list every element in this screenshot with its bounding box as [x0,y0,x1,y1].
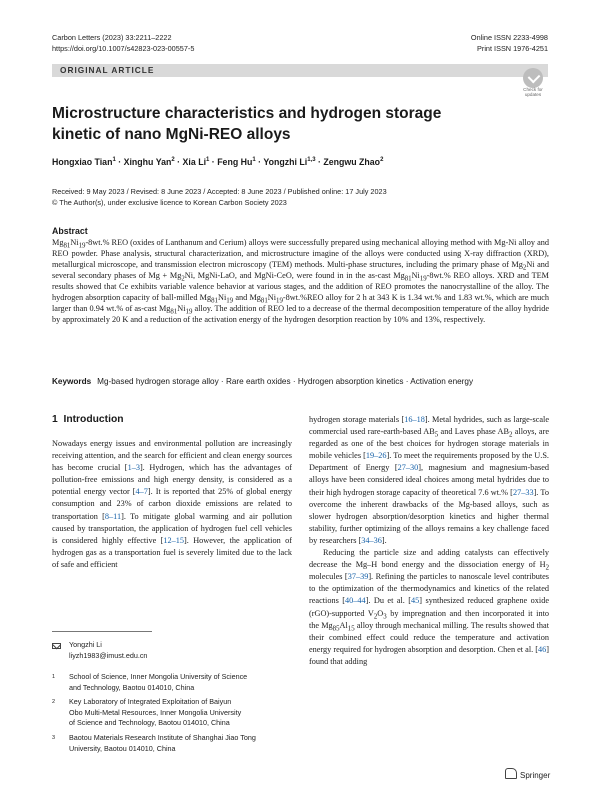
journal-header [52,33,194,54]
article-title: Microstructure characteristics and hydrogen storage kinetic of nano MgNi-REO alloys [52,105,442,143]
affiliation-line: of Science and Technology, Baotou 014010, China [69,718,230,727]
publication-dates [52,187,387,208]
article-type-banner: ORIGINAL ARTICLE [52,64,548,77]
footnote-divider [52,631,152,632]
intro-column-right: hydrogen storage materials [16–18]. Metal hydrides, such as large-scale commercial used rare-earth-based $AB_5$ and Laves phase $AB_2$ alloys, are regarded as one of the best choices for hydrogen storage materials in mobile vehicles [19–26]. To meet the requirements proposed by the U.S. Department of Energy [27–30], magnesium and magnesium-based alloys have been considered ideal choices among metal hydrides due to their high hydrogen storage capacity of theoretical 7.6 wt.% [27–33]. To overcome the inherent drawbacks of the Mg-based alloys, such as slower hydrogen absorption/desorption kinetics and higher thermal stability, further optimizing of the alloys remains a key challenge faced by researchers [34–36]. Reducing the particle size and adding catalysts can effectively decrease the Mg–H bond energy and the dissociation energy of $H_2$ molecules [37–39]. Refining the particles to nanoscale level contributes to the optimization of the thermodynamics and kinetics of the related reactions [40–44]. Du et al. [45] synthesized reduced graphene oxide (rGO)-supported $V_2O_3$ by impregnation and then incorporated it into the $Mg_{85}Al_{15}$ alloy through mechanical milling. The results showed that their combined effect could reduce the temperature and activation energy required for hydrogen absorption and desorption. Chen et al. [46] found that adding [309,415,550,666]
affiliation-line: School of Science, Inner Mongolia University of Science [69,672,248,681]
author-affiliation: 1 [206,157,210,164]
intro-column-left: Nowadays energy issues and environmental pollution are increasingly receiving attention, and the search for efficient and clean energy sources has become crucial [1–3]. Hydrogen, which has the advantages of pollution-free emissions and high energy density, is considered as a potential energy vector [4–7]. It is reported that 25% of global energy consumption and 23% of carbon dioxide emissions are related to transportation [8–11]. To mitigate global warming and air pollution caused by transportation, the application of hydrogen fuel cell vehicles is considered highly effective [12–15]. However, the application of hydrogen gas as a transportation fuel is severely limited due to the lack of safe and efficient [52,439,293,569]
publisher-name: Springer [520,771,551,780]
author-name[interactable]: Xinghu Yan [123,157,172,167]
affiliation-line: Key Laboratory of Integrated Exploitation of Baiyun [69,697,232,706]
author-name[interactable]: Xia Li [182,157,207,167]
section-heading [52,414,124,425]
springer-horse-icon [505,768,517,779]
history-dates: Received: 9 May 2023 / Revised: 8 June 2023 / Accepted: 8 June 2023 / Published online: 17 July 2023 [52,187,387,196]
abstract-heading: Abstract [52,226,88,236]
corresponding-name: Yongzhi Li [69,640,102,649]
author-name[interactable]: Yongzhi Li [263,157,308,167]
check-for-updates-badge[interactable] [518,68,548,98]
check-icon [523,68,543,88]
author-name[interactable]: Zengwu Zhao [323,157,381,167]
affiliation-number: 2 [52,699,56,705]
author-affiliation: 1 [252,157,256,164]
journal-citation: Carbon Letters (2023) 33:2211–2222 [52,33,172,42]
keywords-line [52,377,549,386]
author-name[interactable]: Feng Hu [217,157,253,167]
issn-block [471,33,548,54]
author-list: Hongxiao Tian$^1$ · Xinghu Yan$^2$ · Xia $Li^1$ · Feng $Hu^1$ · Yongzhi Li$^{1,3}$ · Zengwu Zhao$^2$ [52,157,384,167]
affiliation-line: Obo Multi-Metal Resources, Inner Mongolia University [69,707,242,717]
corresponding-email[interactable]: liyzh1983@imust.edu.cn [69,650,148,660]
affiliation-line: Baotou Materials Research Institute of Shanghai Jiao Tong [69,733,256,742]
author-affiliation: 1,3 [307,157,316,164]
envelope-icon [52,643,61,649]
keywords-text: Mg-based hydrogen storage alloy · Rare earth oxides · Hydrogen absorption kinetics · Activation energy [97,377,474,386]
affiliation-line: and Technology, Baotou 014010, China [69,682,195,692]
online-issn: Online ISSN 2233-4998 [470,33,548,42]
affiliation-line: University, Baotou 014010, China [69,743,176,753]
keywords-label: Keywords [52,377,92,386]
copyright-line: © The Author(s), under exclusive licence to Korean Carbon Society 2023 [52,197,287,207]
author-name[interactable]: Hongxiao Tian [52,157,113,167]
author-affiliation: 2 [380,157,384,164]
doi-link[interactable]: https://doi.org/10.1007/s42823-023-00557-5 [52,43,195,53]
publisher-logo [505,768,550,780]
section-number: 1 [52,414,58,425]
abstract-text: $Mg_{81}Ni_{19}-8wt.\%$ REO (oxides of Lanthanum and Cerium) alloys were successfully prepared using mechanical alloying method with Mg-Ni alloy and REO powder. Phase analysis, structural characterization, and microstructure imagine of the alloys were conducted using X-ray diffraction (XRD), metallurgical microscope, and transmission electron microscopy (TEM) methods. Multi-phase structures, including the primary phase of $Mg_2Ni$ and several secondary phases of $Mg + Mg_2Ni$, MgNi-LaO, and MgNi-CeO, were found in in the as-cast $Mg_{81}Ni_{19}-8wt.\%$ REO alloys. XRD and TEM results showed that Ce exhibits variable valence behavior at various stages, and the addition of REO promotes the nanocrystalline of the alloy. The hydrogen absorption capacity of ball-milled $Mg_{81}Ni_{19}$ and $Mg_{81}Ni_{19}-8wt.\%REO$ alloy for 2 h at 343 K is 1.34 wt.% and 1.83 wt.%, which are much larger than 0.94 wt.% of as-cast $Mg_{81}Ni_{19}$ alloy. The addition of REO led to a decrease of the thermal decomposition temperature of the alloy hydride by approximately 20 K and a reduction of the activation energy of the hydrogen desorption reaction by 10% and 13%, respectively. [52,238,549,324]
author-affiliation: 1 [112,157,116,164]
check-updates-line2: updates [524,92,542,97]
affiliation-number: 1 [52,674,56,680]
author-affiliation: 2 [171,157,175,164]
print-issn: Print ISSN 1976-4251 [477,43,548,53]
affiliation-number: 3 [52,735,56,741]
section-title: Introduction [63,414,124,425]
check-updates-line1: Check for [523,87,543,92]
